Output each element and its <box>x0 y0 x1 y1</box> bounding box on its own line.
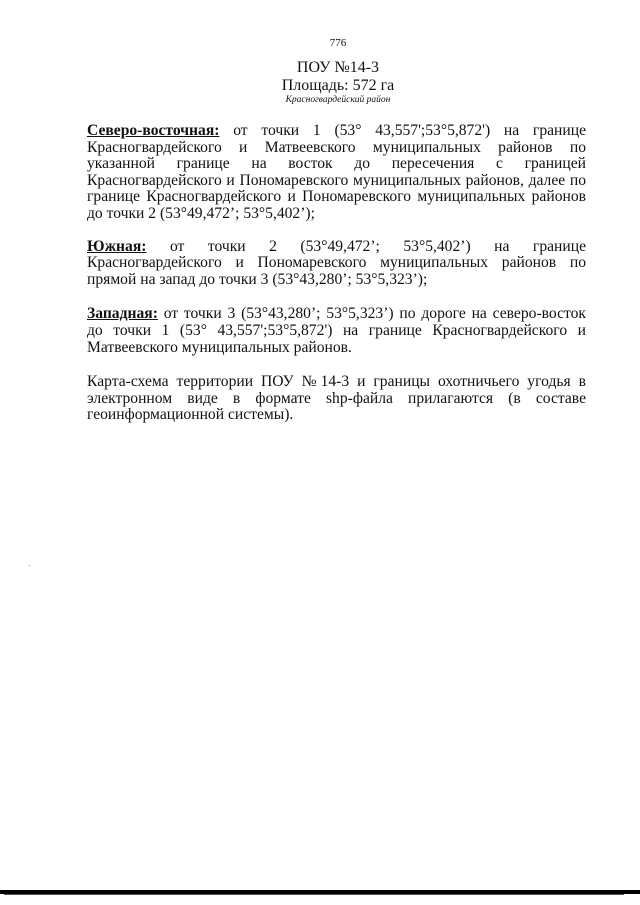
document-title: ПОУ №14-3 <box>296 59 380 76</box>
district-subtitle: Красногвардейский район <box>285 95 391 105</box>
page-number: 776 <box>329 37 347 49</box>
boundary-label: Северо-восточная: <box>87 122 220 139</box>
boundary-label: Западная: <box>87 305 158 323</box>
boundary-text: от точки 1 (53° 43,557';53°5,872') на границе Красногвардейского и Матвеевского муниципальных районов по указанной границе на восток до пересечения с границей Красногвардейского и Пономаревского муниципальных районов, далее по границе Красногвардейского и Пономаревского муниципальных районов до точки 2 (53°49,472’; 53°5,402’); <box>87 122 586 222</box>
scan-speck <box>29 565 30 566</box>
bottom-border-shadow <box>4 894 624 895</box>
boundary-west <box>87 306 586 356</box>
boundary-label: Южная: <box>87 237 147 255</box>
map-note: Карта-схема территории ПОУ №14-3 и границы охотничьего угодья в электронном виде в формате shp-файла прилагаются (в составе геоинформационной системы). <box>87 373 586 424</box>
boundary-text: от точки 3 (53°43,280’; 53°5,323’) по дороге на северо-восток до точки 1 (53° 43,557';53°5,872') на границе Красногвардейского и Матвеевского муниципальных районов. <box>87 305 586 356</box>
boundary-south <box>87 239 586 289</box>
area-line: Площадь: 572 га <box>281 77 395 94</box>
document-body <box>87 123 586 440</box>
boundary-text: от точки 2 (53°49,472’; 53°5,402’) на границе Красногвардейского и Пономаревского муниципальных районов по прямой на запад до точки 3 (53°43,280’; 53°5,323’); <box>87 237 586 288</box>
boundary-northeast <box>87 123 586 223</box>
